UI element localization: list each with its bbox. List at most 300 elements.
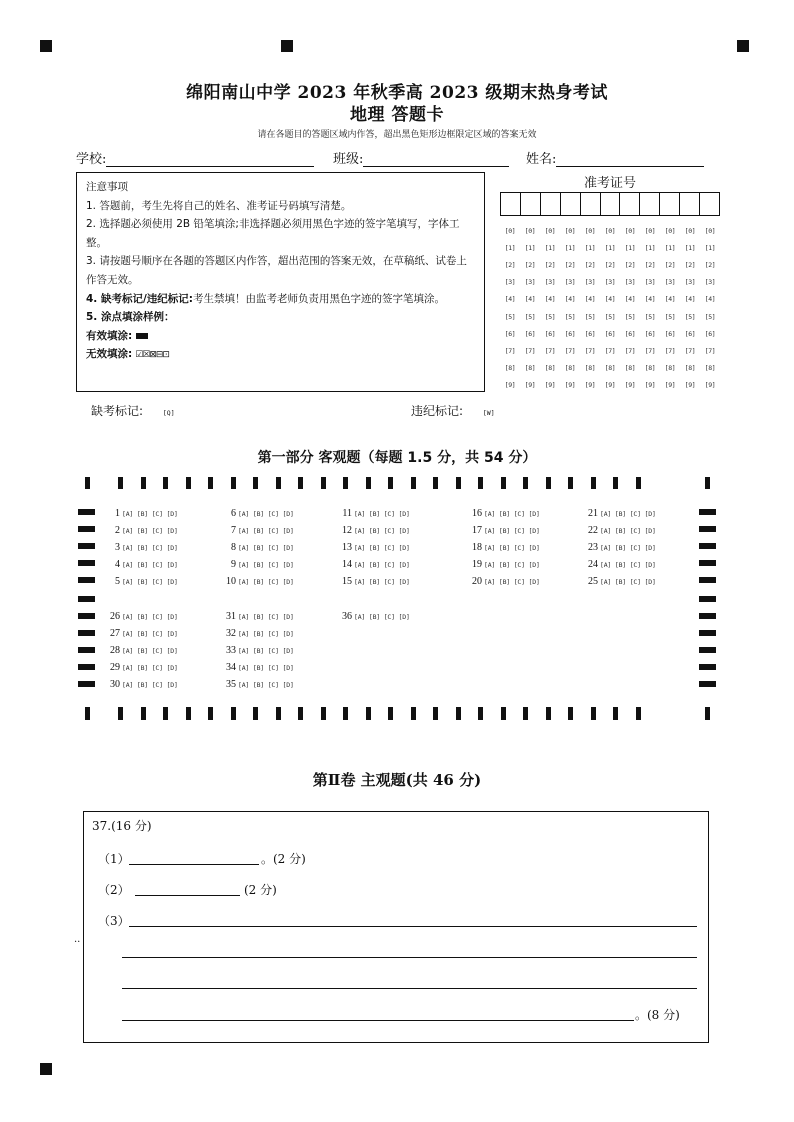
id-bubble[interactable]: [9] [524,381,536,390]
question-row[interactable] [216,542,294,553]
id-digit-box[interactable] [700,193,719,215]
school-field[interactable] [76,148,314,167]
timing-bar [85,707,90,720]
timing-bar [276,477,281,489]
answer-bubbles[interactable]: [A] [B] [C] [D] [122,681,178,689]
timing-bar [699,526,716,532]
invalid-fill-label: 无效填涂: [86,348,133,361]
question-row[interactable] [216,508,294,519]
id-bubble[interactable]: [6] [664,329,676,338]
timing-bar [78,543,95,549]
question-number: 22 [588,525,598,536]
id-bubble[interactable]: [4] [504,295,516,304]
id-bubble[interactable]: [5] [524,312,536,321]
notice-item [86,290,475,309]
id-bubble[interactable]: [8] [504,364,516,373]
id-bubble[interactable]: [2] [524,260,536,269]
question-row[interactable] [100,508,178,519]
id-bubble[interactable]: [3] [544,278,556,287]
id-bubble[interactable]: [2] [684,260,696,269]
answer-bubbles[interactable]: [A] [B] [C] [D] [122,647,178,655]
id-bubble[interactable]: [8] [624,364,636,373]
id-bubble-row[interactable] [500,222,720,239]
id-bubble[interactable]: [3] [704,278,716,287]
absent-mark-bubble[interactable]: [Q] [162,409,175,417]
question-row[interactable] [100,611,178,622]
id-bubble[interactable]: [0] [544,226,556,235]
id-bubble[interactable]: [6] [504,329,516,338]
id-bubble[interactable]: [6] [544,329,556,338]
timing-bar [163,707,168,720]
question-number: 21 [588,508,598,519]
answer-bubbles[interactable]: [A] [B] [C] [D] [238,510,294,518]
violation-mark[interactable] [411,402,495,419]
timing-bar [78,526,95,532]
answer-bubbles[interactable]: [A] [B] [C] [D] [122,561,178,569]
id-bubble[interactable]: [3] [504,278,516,287]
subjective-answer-box[interactable] [83,811,709,1043]
question-number: 36 [342,611,352,622]
id-bubble[interactable]: [2] [704,260,716,269]
id-bubble[interactable]: [5] [704,312,716,321]
answer-bubbles[interactable]: [A] [B] [C] [D] [600,578,656,586]
answer-bubbles[interactable]: [A] [B] [C] [D] [484,544,540,552]
timing-bar [141,477,146,489]
answer-bubbles[interactable]: [A] [B] [C] [D] [122,664,178,672]
id-bubble-row[interactable] [500,342,720,359]
sub-question-2-score: (2 分) [244,883,277,897]
id-digit-box[interactable] [660,193,680,215]
answer-bubbles[interactable]: [A] [B] [C] [D] [354,510,410,518]
id-bubble[interactable]: [8] [604,364,616,373]
question-37-label: 37.(16 分) [92,819,152,833]
id-bubble[interactable]: [8] [584,364,596,373]
answer-line-3b[interactable] [122,957,697,958]
answer-bubbles[interactable]: [A] [B] [C] [D] [600,561,656,569]
id-bubble[interactable]: [4] [544,295,556,304]
timing-bar [343,707,348,720]
id-bubble[interactable]: [0] [704,226,716,235]
id-bubble[interactable]: [9] [624,381,636,390]
id-bubble[interactable]: [2] [664,260,676,269]
answer-bubbles[interactable]: [A] [B] [C] [D] [484,510,540,518]
question-row[interactable] [332,559,410,570]
id-bubble[interactable]: [1] [704,243,716,252]
id-bubble[interactable]: [9] [584,381,596,390]
answer-bubbles[interactable]: [A] [B] [C] [D] [238,578,294,586]
id-bubble[interactable]: [7] [564,346,576,355]
answer-bubbles[interactable]: [A] [B] [C] [D] [354,578,410,586]
id-bubble[interactable]: [5] [544,312,556,321]
id-bubble[interactable]: [5] [644,312,656,321]
question-row[interactable] [462,508,540,519]
absent-mark-label: 缺考标记: [91,404,144,418]
question-number: 26 [110,611,120,622]
id-bubble[interactable]: [5] [664,312,676,321]
id-bubble[interactable]: [1] [604,243,616,252]
id-bubble[interactable]: [6] [524,329,536,338]
id-bubble[interactable]: [2] [504,260,516,269]
question-row[interactable] [216,576,294,587]
timing-bar [163,477,168,489]
answer-bubbles[interactable]: [A] [B] [C] [D] [122,510,178,518]
answer-bubbles[interactable]: [A] [B] [C] [D] [122,578,178,586]
answer-bubbles[interactable]: [A] [B] [C] [D] [600,510,656,518]
id-bubble-row[interactable] [500,377,720,394]
id-digit-box[interactable] [581,193,601,215]
answer-bubbles[interactable]: [A] [B] [C] [D] [122,613,178,621]
id-bubble[interactable]: [8] [704,364,716,373]
id-bubble[interactable]: [9] [544,381,556,390]
timing-bar [699,681,716,687]
id-bubble[interactable]: [9] [704,381,716,390]
question-row[interactable] [216,525,294,536]
id-bubble[interactable]: [7] [644,346,656,355]
id-bubble[interactable]: [6] [604,329,616,338]
timing-bar [78,509,95,515]
id-bubble[interactable]: [7] [524,346,536,355]
question-row[interactable] [332,611,410,622]
question-row[interactable] [578,559,656,570]
timing-bar [78,560,95,566]
timing-bar [388,477,393,489]
id-bubble[interactable]: [6] [624,329,636,338]
id-bubble[interactable]: [7] [664,346,676,355]
question-number: 9 [231,559,236,570]
timing-bar [78,613,95,619]
id-bubble[interactable]: [4] [624,295,636,304]
answer-bubbles[interactable]: [A] [B] [C] [D] [354,613,410,621]
exam-id-label: 准考证号 [583,176,636,191]
id-bubble[interactable]: [5] [604,312,616,321]
id-bubble[interactable]: [2] [604,260,616,269]
sub-question-2-label: （2） [98,883,130,897]
id-digit-box[interactable] [620,193,640,215]
question-row[interactable] [578,525,656,536]
question-row[interactable] [100,525,178,536]
id-bubble[interactable]: [9] [644,381,656,390]
id-bubble[interactable]: [3] [524,278,536,287]
id-bubble[interactable]: [3] [624,278,636,287]
id-bubble[interactable]: [1] [564,243,576,252]
answer-bubbles[interactable]: [A] [B] [C] [D] [238,647,294,655]
timing-bar [366,477,371,489]
id-bubble[interactable]: [1] [664,243,676,252]
id-bubble[interactable]: [6] [564,329,576,338]
answer-bubbles[interactable]: [A] [B] [C] [D] [122,527,178,535]
timing-bar [186,477,191,489]
question-number: 23 [588,542,598,553]
answer-line-1[interactable] [129,864,259,865]
answer-bubbles[interactable]: [A] [B] [C] [D] [238,561,294,569]
id-bubble[interactable]: [7] [684,346,696,355]
timing-bar [591,707,596,720]
id-bubble-row[interactable] [500,291,720,308]
violation-mark-label: 违纪标记: [411,404,464,418]
question-number: 17 [472,525,482,536]
question-row[interactable] [462,576,540,587]
id-bubble[interactable]: [4] [664,295,676,304]
id-bubble-row[interactable] [500,274,720,291]
question-row[interactable] [332,542,410,553]
timing-bar [343,477,348,489]
answer-bubbles[interactable]: [A] [B] [C] [D] [354,561,410,569]
id-bubble[interactable]: [1] [684,243,696,252]
timing-bar [411,477,416,489]
id-bubble[interactable]: [7] [584,346,596,355]
name-field[interactable] [526,148,704,167]
answer-bubbles[interactable]: [A] [B] [C] [D] [238,613,294,621]
id-digit-box[interactable] [521,193,541,215]
question-row[interactable] [216,611,294,622]
id-bubble[interactable]: [5] [684,312,696,321]
invalid-fill-sample [86,345,475,365]
id-bubble[interactable]: [1] [624,243,636,252]
id-bubble[interactable]: [2] [544,260,556,269]
id-digit-box[interactable] [541,193,561,215]
answer-line-2[interactable] [135,895,240,896]
question-row[interactable] [100,662,178,673]
id-bubble[interactable]: [5] [564,312,576,321]
id-bubble[interactable]: [1] [644,243,656,252]
answer-bubbles[interactable]: [A] [B] [C] [D] [238,544,294,552]
question-number: 14 [342,559,352,570]
id-bubble-row[interactable] [500,239,720,256]
id-bubble[interactable]: [8] [644,364,656,373]
answer-bubbles[interactable]: [A] [B] [C] [D] [238,681,294,689]
sub-question-1-score: 。(2 分) [261,852,306,866]
answer-bubbles[interactable]: [A] [B] [C] [D] [600,544,656,552]
id-bubble-row[interactable] [500,360,720,377]
notice-item: 1. 答题前，考生先将自己的姓名、准考证号码填写清楚。 [86,199,352,212]
id-bubble[interactable]: [0] [644,226,656,235]
notice-item-label: 5. 涂点填涂样例： [86,311,175,324]
timing-bar [78,577,95,583]
id-bubble[interactable]: [2] [644,260,656,269]
question-number: 20 [472,576,482,587]
id-bubble[interactable]: [3] [684,278,696,287]
filled-bubble-icon [136,333,148,339]
question-row[interactable] [100,559,178,570]
answer-bubbles[interactable]: [A] [B] [C] [D] [484,527,540,535]
timing-bar [636,707,641,720]
timing-bar [478,477,483,489]
question-row[interactable] [216,645,294,656]
timing-bar [433,707,438,720]
question-row[interactable] [100,542,178,553]
id-bubble[interactable]: [2] [624,260,636,269]
timing-bar [298,707,303,720]
id-bubble[interactable]: [6] [704,329,716,338]
id-bubble[interactable]: [3] [604,278,616,287]
timing-bar [699,647,716,653]
id-bubble[interactable]: [4] [564,295,576,304]
timing-bar [523,707,528,720]
id-bubble-row[interactable] [500,308,720,325]
violation-mark-bubble[interactable]: [W] [482,409,495,417]
id-bubble[interactable]: [8] [564,364,576,373]
id-bubble[interactable]: [9] [684,381,696,390]
id-bubble[interactable]: [4] [704,295,716,304]
id-bubble[interactable]: [4] [584,295,596,304]
sub-question-3-label: （3） [98,914,130,928]
id-bubble[interactable]: [1] [524,243,536,252]
timing-bar [699,577,716,583]
timing-bar [568,477,573,489]
id-bubble[interactable]: [8] [684,364,696,373]
timing-bar [699,664,716,670]
name-input-line[interactable] [556,152,704,167]
exam-id-bubble-grid[interactable] [500,222,720,394]
id-bubble[interactable]: [4] [644,295,656,304]
answer-bubbles[interactable]: [A] [B] [C] [D] [484,561,540,569]
question-number: 25 [588,576,598,587]
id-bubble[interactable]: [0] [664,226,676,235]
id-digit-box[interactable] [561,193,581,215]
id-bubble[interactable]: [5] [584,312,596,321]
notice-item-label: 4. 缺考标记/违纪标记: [86,292,193,305]
id-bubble[interactable]: [0] [584,226,596,235]
question-row[interactable] [100,576,178,587]
exam-id-entry-boxes[interactable] [500,192,720,216]
question-number: 34 [226,662,236,673]
id-bubble[interactable]: [9] [604,381,616,390]
timing-bar [298,477,303,489]
id-bubble[interactable]: [0] [504,226,516,235]
question-row[interactable] [462,542,540,553]
id-bubble[interactable]: [6] [684,329,696,338]
question-row[interactable] [332,508,410,519]
id-bubble[interactable]: [6] [584,329,596,338]
question-number: 1 [115,508,120,519]
id-bubble[interactable]: [0] [684,226,696,235]
answer-bubbles[interactable]: [A] [B] [C] [D] [354,544,410,552]
absent-mark[interactable] [91,402,175,419]
timing-bar [321,477,326,489]
question-row[interactable] [332,525,410,536]
id-bubble[interactable]: [0] [524,226,536,235]
id-bubble[interactable]: [2] [584,260,596,269]
question-row[interactable] [216,559,294,570]
id-bubble[interactable]: [6] [644,329,656,338]
id-bubble[interactable]: [5] [624,312,636,321]
id-bubble[interactable]: [0] [624,226,636,235]
class-input-line[interactable] [363,152,509,167]
answer-line-3c[interactable] [122,988,697,989]
id-bubble[interactable]: [3] [584,278,596,287]
timing-bar [276,707,281,720]
id-bubble-row[interactable] [500,325,720,342]
id-bubble[interactable]: [3] [664,278,676,287]
answer-bubbles[interactable]: [A] [B] [C] [D] [238,664,294,672]
timing-bar [699,509,716,515]
question-row[interactable] [332,576,410,587]
answer-bubbles[interactable]: [A] [B] [C] [D] [122,544,178,552]
id-bubble[interactable]: [4] [524,295,536,304]
id-bubble[interactable]: [4] [604,295,616,304]
id-bubble[interactable]: [7] [704,346,716,355]
timing-bar [546,707,551,720]
question-number: 5 [115,576,120,587]
class-field[interactable] [333,148,509,167]
id-bubble[interactable]: [1] [584,243,596,252]
id-bubble[interactable]: [8] [544,364,556,373]
id-bubble[interactable]: [2] [564,260,576,269]
id-bubble[interactable]: [7] [544,346,556,355]
question-row[interactable] [216,662,294,673]
answer-bubbles[interactable]: [A] [B] [C] [D] [238,630,294,638]
answer-bubbles[interactable]: [A] [B] [C] [D] [354,527,410,535]
question-row[interactable] [100,628,178,639]
question-number: 15 [342,576,352,587]
id-bubble[interactable]: [3] [644,278,656,287]
id-bubble[interactable]: [8] [664,364,676,373]
answer-bubbles[interactable]: [A] [B] [C] [D] [122,630,178,638]
timing-bar [231,477,236,489]
question-row[interactable] [216,679,294,690]
id-bubble[interactable]: [1] [544,243,556,252]
id-bubble[interactable]: [7] [604,346,616,355]
id-digit-box[interactable] [601,193,621,215]
answer-line-3d[interactable] [122,1020,634,1021]
id-bubble[interactable]: [5] [504,312,516,321]
id-bubble[interactable]: [7] [504,346,516,355]
timing-bar [478,707,483,720]
answer-bubbles[interactable]: [A] [B] [C] [D] [484,578,540,586]
valid-fill-sample [86,327,475,346]
id-bubble[interactable]: [9] [504,381,516,390]
id-bubble[interactable]: [7] [624,346,636,355]
question-row[interactable] [100,679,178,690]
id-bubble-row[interactable] [500,256,720,273]
question-number: 35 [226,679,236,690]
timing-bar [591,477,596,489]
timing-bar [366,707,371,720]
question-row[interactable] [216,628,294,639]
id-digit-box[interactable] [680,193,700,215]
timing-bar [141,707,146,720]
question-row[interactable] [578,508,656,519]
question-row[interactable] [462,525,540,536]
id-digit-box[interactable] [501,193,521,215]
timing-bar [118,477,123,489]
answer-line-3a[interactable] [129,926,697,927]
question-row[interactable] [100,645,178,656]
id-bubble[interactable]: [9] [664,381,676,390]
id-bubble[interactable]: [1] [504,243,516,252]
timing-bar [208,707,213,720]
id-digit-box[interactable] [640,193,660,215]
id-bubble[interactable]: [0] [564,226,576,235]
question-row[interactable] [462,559,540,570]
id-bubble[interactable]: [3] [564,278,576,287]
question-row[interactable] [578,542,656,553]
timing-bar [456,707,461,720]
timing-bar [699,630,716,636]
notice-heading: 注意事项 [86,181,128,193]
school-input-line[interactable] [106,152,314,167]
question-number: 29 [110,662,120,673]
question-row[interactable] [578,576,656,587]
id-bubble[interactable]: [8] [524,364,536,373]
id-bubble[interactable]: [9] [564,381,576,390]
answer-bubbles[interactable]: [A] [B] [C] [D] [600,527,656,535]
timing-bar [253,477,258,489]
id-bubble[interactable]: [4] [684,295,696,304]
id-bubble[interactable]: [0] [604,226,616,235]
timing-mark [40,1063,52,1075]
answer-bubbles[interactable]: [A] [B] [C] [D] [238,527,294,535]
